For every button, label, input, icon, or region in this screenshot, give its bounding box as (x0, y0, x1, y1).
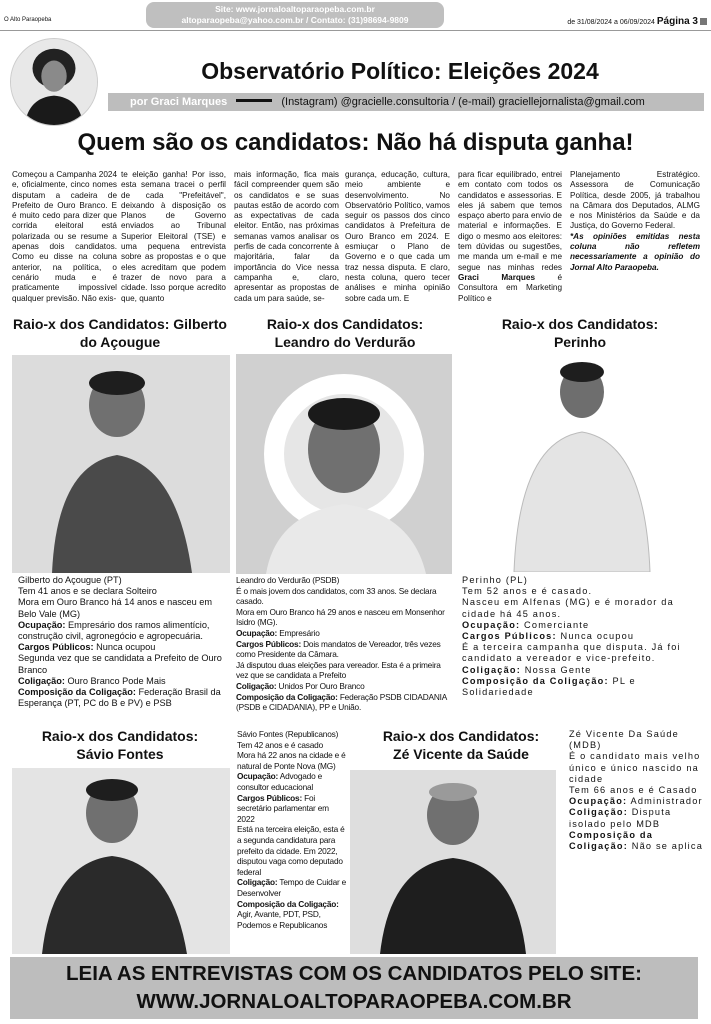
publication-name: O Alto Paraopeba (4, 17, 52, 23)
savio-title: Raio-x dos Candidatos: Sávio Fontes (41, 728, 199, 762)
disclaimer: *As opiniões emitidas nesta coluna não refletem necessariamente a opinião do Jornal Alto Paraopeba. (570, 231, 700, 272)
leandro-title: Raio-x dos Candidatos: Leandro do Verdurão (266, 316, 424, 350)
ze-vicente-title: Raio-x dos Candidatos: Zé Vicente da Saúde (382, 728, 540, 762)
byline-author: Graci Marques (150, 96, 228, 108)
gilberto-title: Raio-x dos Candidatos: Gilberto do Açougue (13, 316, 227, 350)
contact-line: altoparaopeba@yahoo.com.br / Contato: (31)98694-9809 (181, 15, 409, 25)
gilberto-profile: Gilberto do Açougue (PT) Tem 41 anos e se declara Solteiro Mora em Ouro Branco há 14 anos e nasceu em Belo Vale (MG) Ocupação: Empresário dos ramos alimentício, construção civil, agronegócio e agropecuária. Cargos Públicos: Nunca ocupou Segunda vez que se candidata a Prefeito de Ouro Branco Coligação: Ouro Branco Pode Mais Composição da Coligação: Federação Brasil da Esperança (PT, PC do B e PV) e PSB (18, 575, 222, 709)
header-divider (0, 30, 711, 31)
article-col-4: gurança, educação, cultura, meio ambiente e desenvolvimento. No Observatório Político, vamos seguir os passos dos cinco candidatos à Prefeitura de Ouro Branco em 2024. E esmiuçar o Plano de Governo e o que cada um traz nessa disputa. E claro, nesta coluna, quero tecer análises e minha opinião sobre cada um. E (345, 170, 450, 303)
article-col-3: mais informação, fica mais fácil compreender quem são os candidatos e se suas pautas estão de acordo com as expectativas de cada eleitor. Então, nas próximas semanas vamos analisar os perfis de cada concorrente à majoritária, falar da importância do Vice nessa campanha e, claro, apresentar as propostas de cada um para saúde, se- (234, 170, 339, 303)
column-title: Observatório Político: Eleições 2024 (201, 58, 599, 84)
page-info (567, 16, 707, 27)
perinho-photo (464, 352, 698, 572)
bottom-banner (10, 957, 698, 1019)
author-photo (10, 38, 98, 126)
leandro-profile: Leandro do Verdurão (PSDB) É o mais jovem dos candidatos, com 33 anos. Se declara casado. Mora em Ouro Branco há 29 anos e nasceu em Monsenhor Isidro (MG). Ocupação: Empresário Cargos Públicos: Dois mandatos de Vereador, três vezes como Presidente da Câmara. Já disputou duas eleições para vereador. Esta é a primeira vez que se candidata a Prefeito Coligação: Unidos Por Ouro Branco Composição da Coligação: Federação PSDB CIDADANIA (PSDB e CIDADANIA), PP e União. (236, 575, 447, 713)
savio-profile: Sávio Fontes (Republicanos) Tem 42 anos e é casado Mora há 22 anos na cidade e é natural de Ponte Nova (MG) Ocupação: Advogado e consultor educacional Cargos Públicos: Foi secretário parlamentar em 2022 Está na terceira eleição, esta é a segunda candidatura para prefeito da cidade. Em 2022, disputou vaga como deputado federal Coligação: Tempo de Cuidar e Desenvolver Composição da Coligação: Agir, Avante, PDT, PSD, Podemos e Republicanos (237, 729, 347, 930)
banner-site-link[interactable]: WWW.JORNALOALTOPARAOPEBA.COM.BR (136, 990, 572, 1013)
byline-bar (108, 93, 704, 111)
ze-vicente-photo (350, 770, 556, 954)
ze-vicente-profile: Zé Vicente Da Saúde (MDB) É o candidato mais velho único e único nascido na cidade Tem 66 anos e é Casado Ocupação: Administrador Coligação: Disputa isolado pelo MDB Composição da Coligação: Não se aplica (569, 729, 703, 852)
headline: Quem são os candidatos: Não há disputa ganha! (77, 129, 634, 156)
savio-photo (12, 768, 230, 954)
article-col-1: Começou a Campanha 2024 e, oficialmente, cinco nomes disputam a cadeira de Prefeito de Ouro Branco. E é muito cedo para dizer que corrida eleitoral está polarizada ou se resume a apenas dois candidatos. Como eu disse na coluna anterior, na política, o cenário muda e é praticamente impossível qualquer previsão. Não exis- (12, 170, 117, 303)
banner-line-1: LEIA AS ENTREVISTAS COM OS CANDIDATOS PELO SITE: (66, 962, 642, 985)
byline-por: por (130, 96, 148, 108)
article-col-6: Planejamento Estratégico. Assessora de Comunicação Política, desde 2005, já trabalhou na Câmara dos Deputados, ALMG e nos Ministérios da Saúde e da Justiça, do Governo Federal. *As opiniões emitidas nesta coluna não refletem necessariamente a opinião do Jornal Alto Paraopeba. (570, 170, 700, 272)
byline-contacts: (Instagram) @gracielle.consultoria / (e-mail) graciellejornalista@gmail.com (281, 96, 645, 108)
square-icon (700, 18, 707, 25)
article-col-2: te eleição ganha! Por isso, esta semana tracei o perfil de cada "Prefeitável", deixando à disposição os Planos de Governo enviados ao Tribunal Superior Eleitoral (TSE) e uma pequena entrevista sobre as propostas e o que eles acreditam que podem trazer de novo para a cidade. Isso porque acredito que, quanto (121, 170, 226, 303)
edition-dates: de 31/08/2024 a 06/09/2024 (567, 19, 655, 26)
site-link[interactable]: Site: www.jornaloaltoparaopeba.com.br (215, 4, 375, 14)
perinho-title: Raio-x dos Candidatos: Perinho (501, 316, 659, 350)
gilberto-photo (12, 355, 230, 573)
leandro-photo (236, 354, 452, 574)
site-contact-box (146, 2, 444, 28)
perinho-profile: Perinho (PL) Tem 52 anos e é casado. Nasceu em Alfenas (MG) e é morador da cidade há 45 anos. Ocupação: Comerciante Cargos Públicos: Nunca ocupou É a terceira campanha que disputa. Já foi candidato a vereador e vice-prefeito. Coligação: Nossa Gente Composição da Coligação: PL e Solidariedade (462, 575, 681, 698)
article-col-5: para ficar equilibrado, entrei em contato com todos os candidatos e assessorias. E eles já sabem que temos espaço aberto para envio de material e informações. E digo o mesmo aos eleitores: tem dúvidas ou sugestões, me manda um e-mail e me segue nas minhas redes Graci Marques é Consultora em Marketing Político e (458, 170, 562, 303)
byline-dash (236, 99, 272, 102)
page-number: Página 3 (656, 16, 698, 27)
